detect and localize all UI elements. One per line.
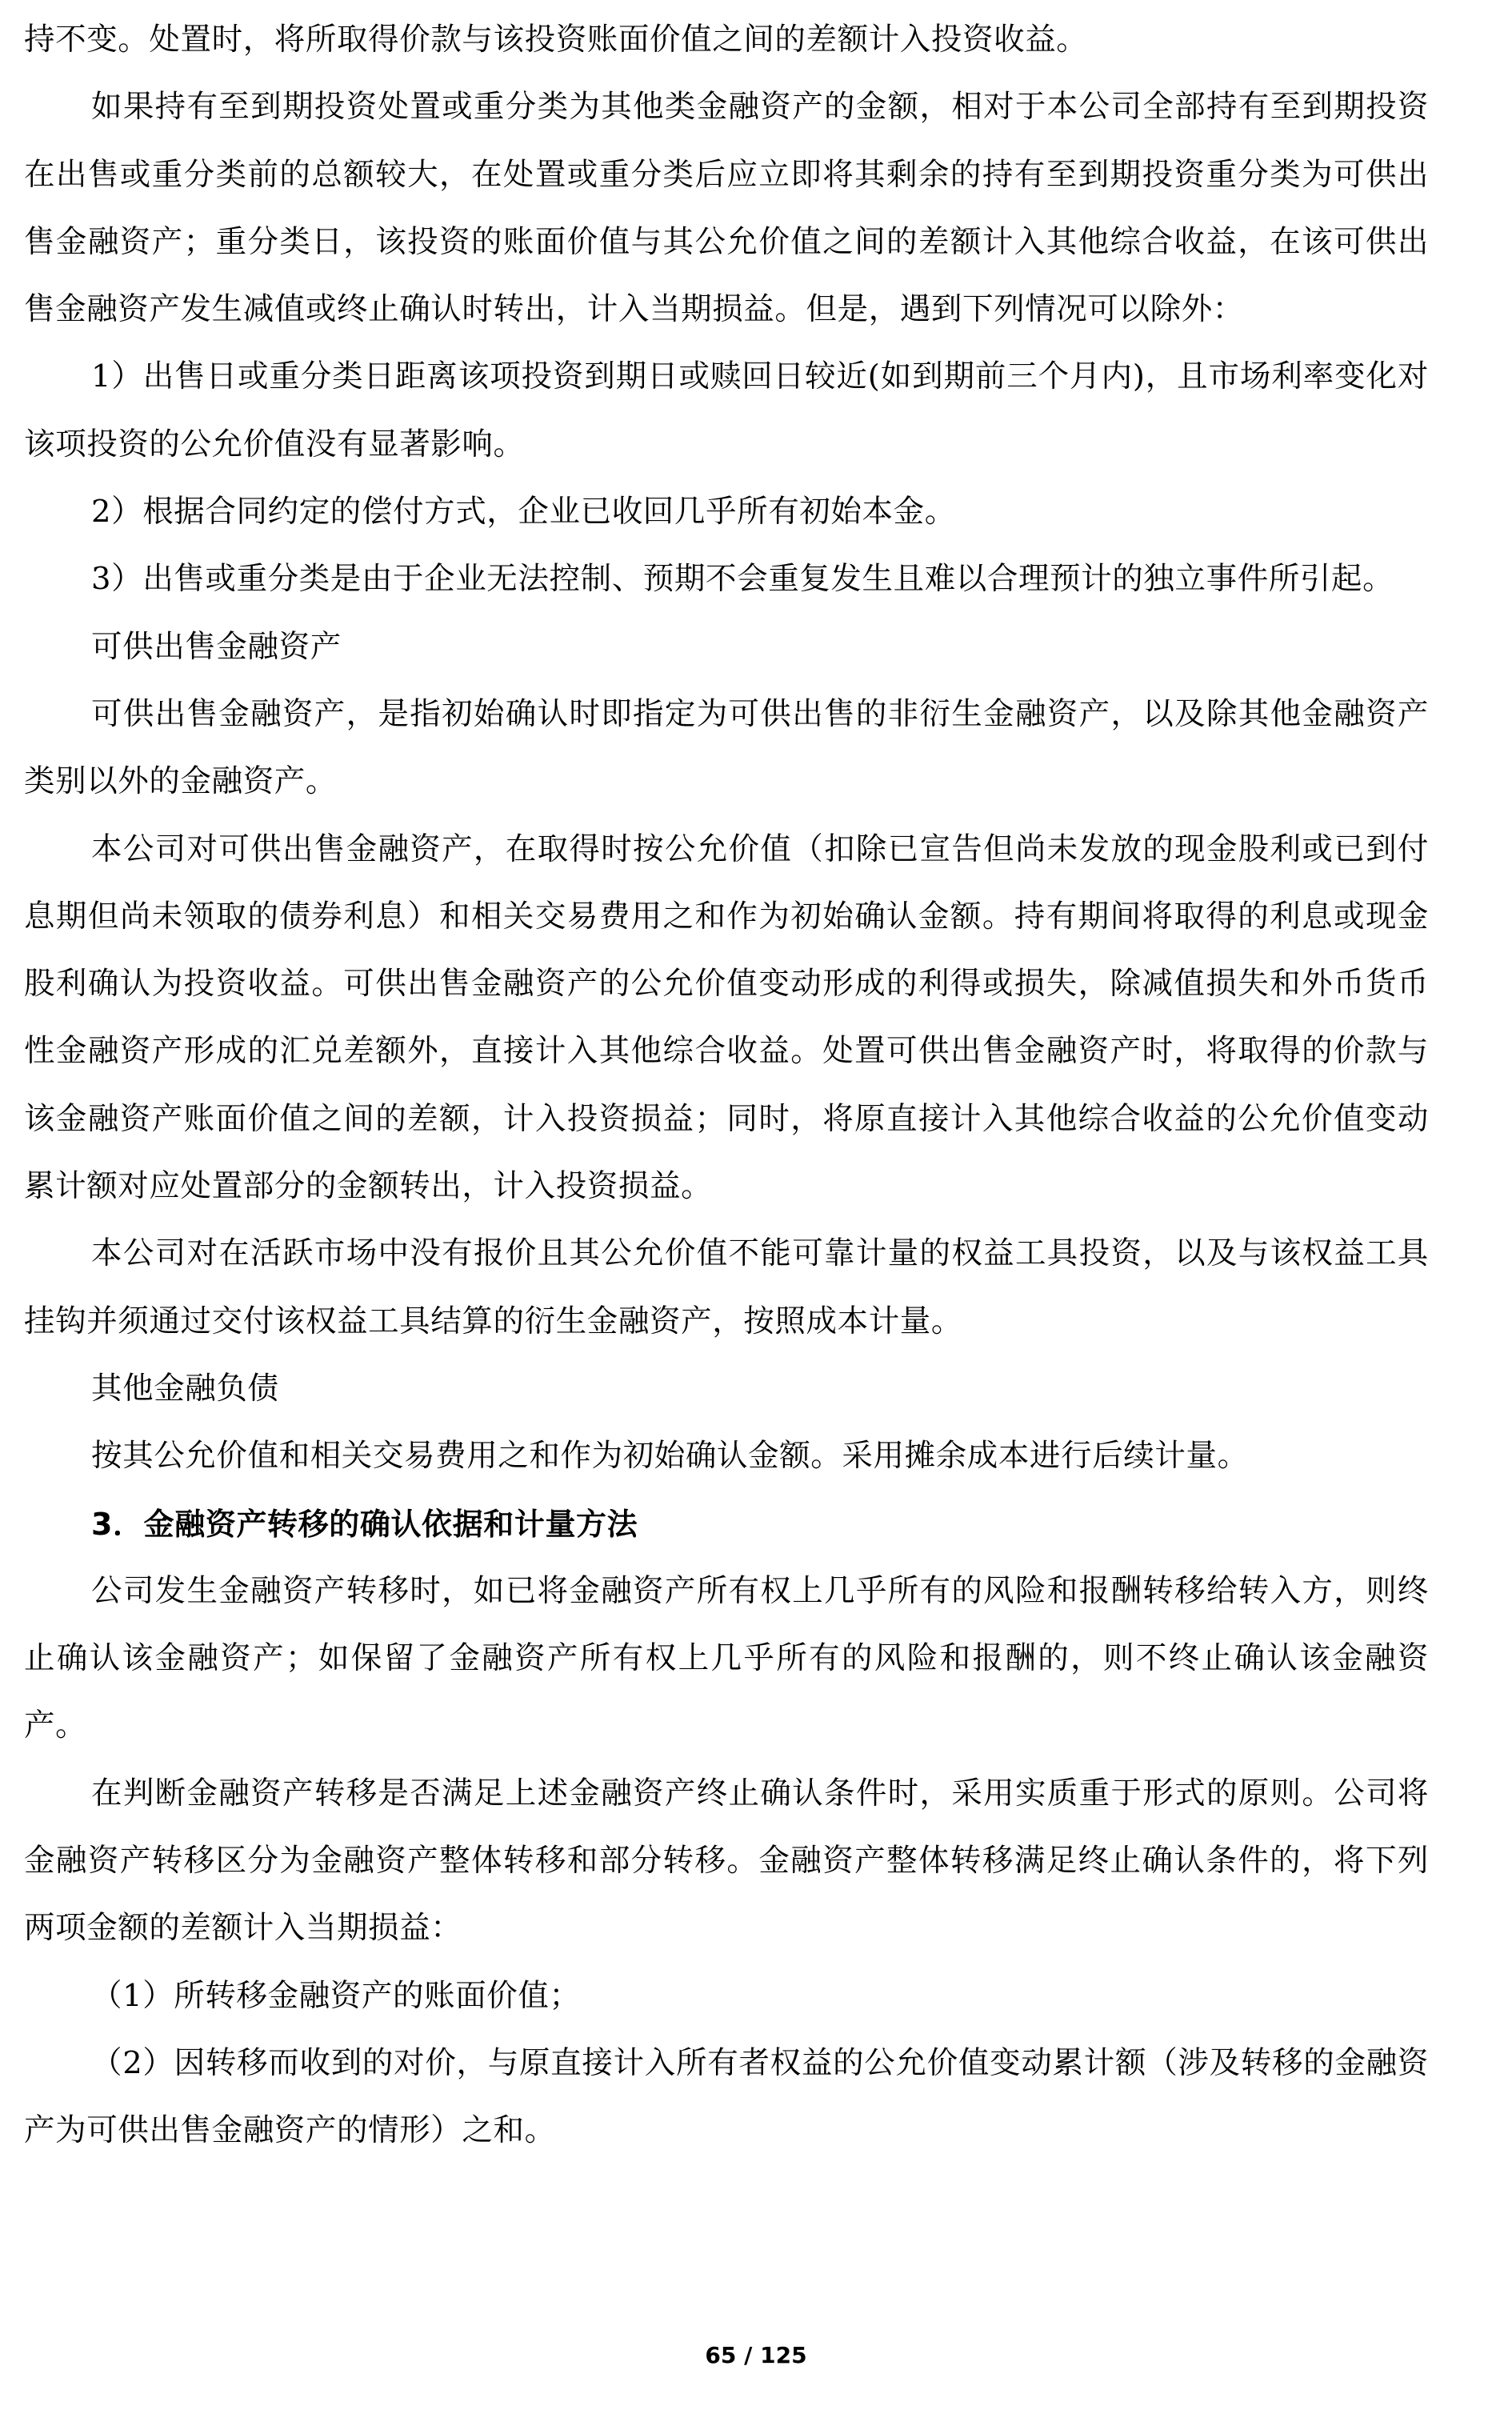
paragraph-4: 2）根据合同约定的偿付方式，企业已收回几乎所有初始本金。 bbox=[91, 494, 956, 530]
section-heading: 3．金融资产转移的确认依据和计量方法 bbox=[91, 1506, 638, 1542]
paragraph-14: 在判断金融资产转移是否满足上述金融资产终止确认条件时，采用实质重于形式的原则。公司将金融资产转移区分为金融资产整体转移和部分转移。金融资产整体转移满足终止确认条件的，将下列两项金额的差额计入当期损益： bbox=[24, 1775, 1429, 1947]
subheading-other-financial-liabilities: 其他金融负债 bbox=[91, 1370, 279, 1407]
paragraph-11: 按其公允价值和相关交易费用之和作为初始确认金额。采用摊余成本进行后续计量。 bbox=[91, 1438, 1249, 1475]
paragraph-15: （1）所转移金融资产的账面价值； bbox=[91, 1977, 581, 2014]
paragraph-5: 3）出售或重分类是由于企业无法控制、预期不会重复发生且难以合理预计的独立事件所引起。 bbox=[91, 561, 1394, 598]
paragraph-16: （2）因转移而收到的对价，与原直接计入所有者权益的公允价值变动累计额（涉及转移的金融资产为可供出售金融资产的情形）之和。 bbox=[24, 2044, 1429, 2149]
paragraph-7: 可供出售金融资产，是指初始确认时即指定为可供出售的非衍生金融资产，以及除其他金融资产类别以外的金融资产。 bbox=[24, 695, 1429, 800]
paragraph-2: 如果持有至到期投资处置或重分类为其他类金融资产的金额，相对于本公司全部持有至到期投资在出售或重分类前的总额较大，在处置或重分类后应立即将其剩余的持有至到期投资重分类为可供出售金融资产；重分类日，该投资的账面价值与其公允价值之间的差额计入其他综合收益，在该可供出售金融资产发生减值或终止确认时转出，计入当期损益。但是，遇到下列情况可以除外： bbox=[24, 89, 1429, 328]
paragraph-8: 本公司对可供出售金融资产，在取得时按公允价值（扣除已宣告但尚未发放的现金股利或已到付息期但尚未领取的债券利息）和相关交易费用之和作为初始确认金额。持有期间将取得的利息或现金股利确认为投资收益。可供出售金融资产的公允价值变动形成的利得或损失，除减值损失和外币货币性金融资产形成的汇兑差额外，直接计入其他综合收益。处置可供出售金融资产时，将取得的价款与该金融资产账面价值之间的差额，计入投资损益；同时，将原直接计入其他综合收益的公允价值变动累计额对应处置部分的金额转出，计入投资损益。 bbox=[24, 831, 1429, 1205]
subheading-available-for-sale: 可供出售金融资产 bbox=[91, 628, 342, 665]
paragraph-3: 1）出售日或重分类日距离该项投资到期日或赎回日较近(如到期前三个月内)，且市场利率变化对该项投资的公允价值没有显著影响。 bbox=[24, 358, 1429, 462]
paragraph-1: 持不变。处置时，将所取得价款与该投资账面价值之间的差额计入投资收益。 bbox=[24, 22, 1088, 58]
page-number: 65 / 125 bbox=[705, 2342, 807, 2368]
document-body bbox=[24, 6, 1429, 2165]
paragraph-13: 公司发生金融资产转移时，如已将金融资产所有权上几乎所有的风险和报酬转移给转入方，则终止确认该金融资产；如保留了金融资产所有权上几乎所有的风险和报酬的，则不终止确认该金融资产。 bbox=[24, 1572, 1429, 1744]
paragraph-9: 本公司对在活跃市场中没有报价且其公允价值不能可靠计量的权益工具投资，以及与该权益工具挂钩并须通过交付该权益工具结算的衍生金融资产，按照成本计量。 bbox=[24, 1235, 1429, 1339]
